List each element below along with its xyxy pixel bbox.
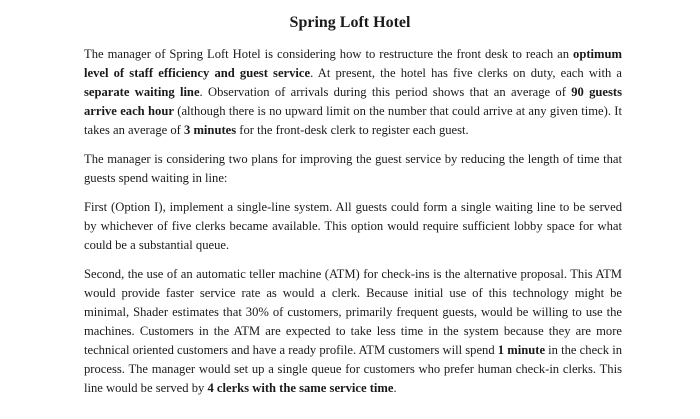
p1-text-5: for the front-desk clerk to register each guest. bbox=[236, 123, 469, 137]
p1-bold-separate-line: separate waiting line bbox=[84, 85, 200, 99]
paragraph-two-plans: The manager is considering two plans for improving the guest service by reducing the length of time that guests spend waiting in line: bbox=[84, 152, 622, 185]
p1-bold-arrival-rate: 90 guests arrive each hour bbox=[84, 85, 622, 118]
p4-bold-clerk-count: 4 clerks with the same service time bbox=[207, 381, 394, 395]
p4-text-3: . bbox=[393, 381, 397, 395]
p1-text-1: The manager of Spring Loft Hotel is considering how to restructure the front desk to reach an bbox=[84, 47, 574, 61]
paragraph-option-one: First (Option I), implement a single-line system. All guests could form a single waiting line to be served by whichever of five clerks became available. This option would require sufficient lobby space for what could be a substantial queue. bbox=[84, 200, 622, 252]
p4-text-2: in the check in process. The manager would set up a single queue for customers who prefer human check-in clerks. This line would be served by bbox=[84, 343, 622, 395]
p1-text-4: (although there is no upward limit on the number that could arrive at any given time). It takes an average of bbox=[84, 104, 622, 137]
p4-text-1: Second, the use of an automatic teller machine (ATM) for check-ins is the alternative proposal. This ATM would provide faster service rate as would a clerk. Because initial use of this technology might be minimal, Shader estimates that 30% of customers, primarily frequent guests, would be willing to use the machines. Customers in the ATM are expected to take less time in the system because they are more technical oriented customers and have a ready profile. ATM customers will spend bbox=[84, 267, 622, 357]
p1-text-2: . At present, the hotel has five clerks on duty, each with a bbox=[310, 66, 622, 80]
p1-bold-optimum-level: optimum level of staff efficiency and guest service bbox=[84, 47, 622, 80]
paragraph-option-two bbox=[84, 265, 622, 398]
p4-bold-atm-time: 1 minute bbox=[497, 343, 546, 357]
p1-text-3: . Observation of arrivals during this period shows that an average of bbox=[199, 85, 572, 99]
document-title: Spring Loft Hotel bbox=[289, 14, 411, 31]
paragraph-problem-statement bbox=[84, 45, 622, 140]
p1-bold-service-time: 3 minutes bbox=[184, 123, 237, 137]
